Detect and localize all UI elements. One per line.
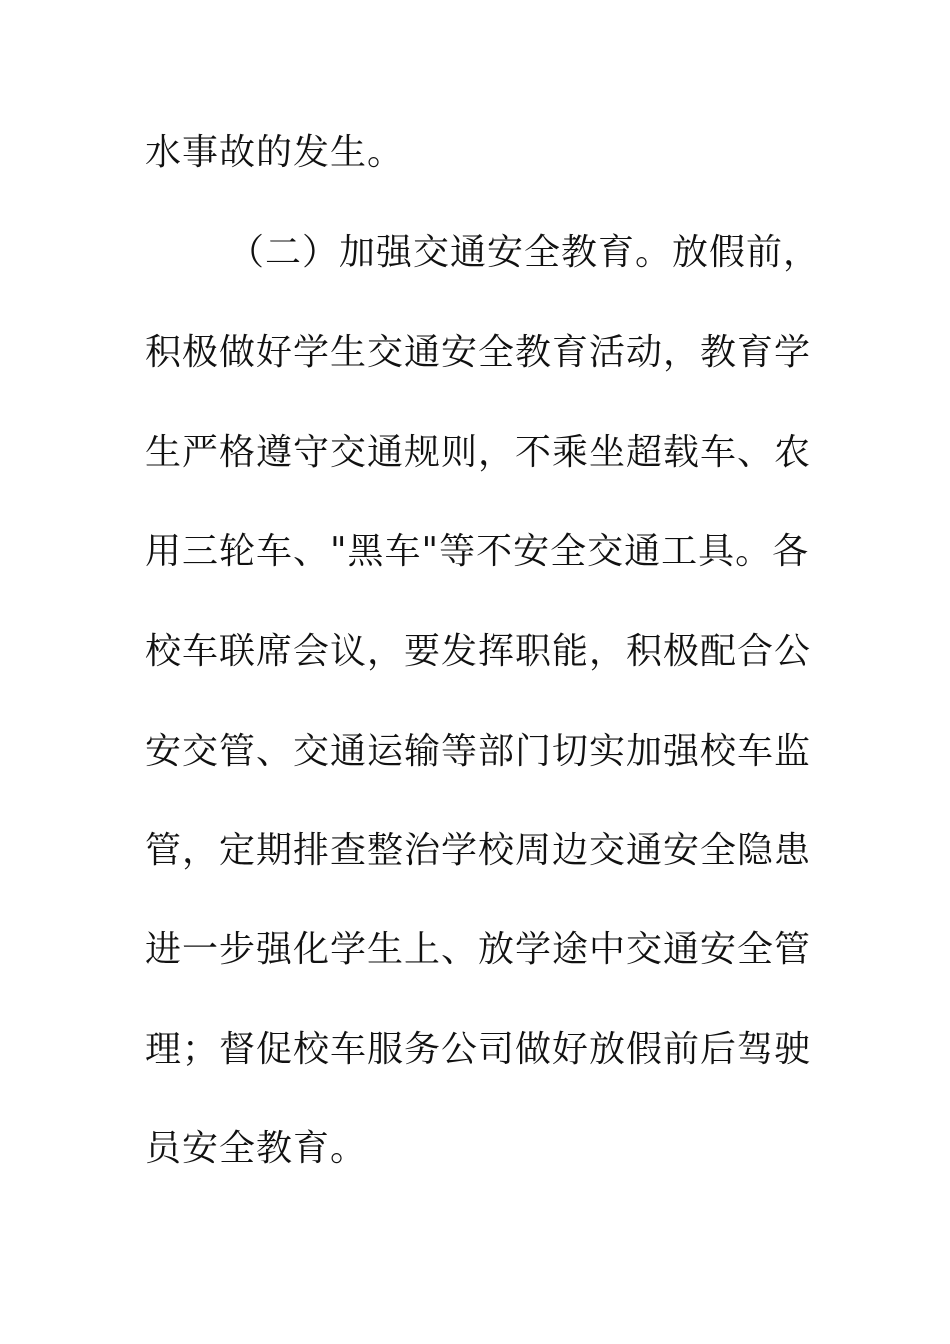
text-line: 校车联席会议，要发挥职能，积极配合公 (145, 631, 812, 672)
text-line: 进一步强化学生上、放学途中交通安全管 (145, 929, 812, 970)
text-line: 生严格遵守交通规则，不乘坐超载车、农 (145, 432, 812, 473)
text-line: 积极做好学生交通安全教育活动，教育学 (145, 332, 812, 373)
text-line: 用三轮车、"黑车"等不安全交通工具。各 (145, 531, 810, 572)
text-line: 安交管、交通运输等部门切实加强校车监 (145, 731, 812, 772)
text-line: 管，定期排查整治学校周边交通安全隐患 (145, 830, 812, 871)
text-line: 员安全教育。 (145, 1128, 368, 1169)
text-line: 理；督促校车服务公司做好放假前后驾驶 (145, 1029, 812, 1070)
text-line: 水事故的发生。 (145, 132, 405, 173)
section-heading-line: （二）加强交通安全教育。放假前， (228, 232, 821, 273)
